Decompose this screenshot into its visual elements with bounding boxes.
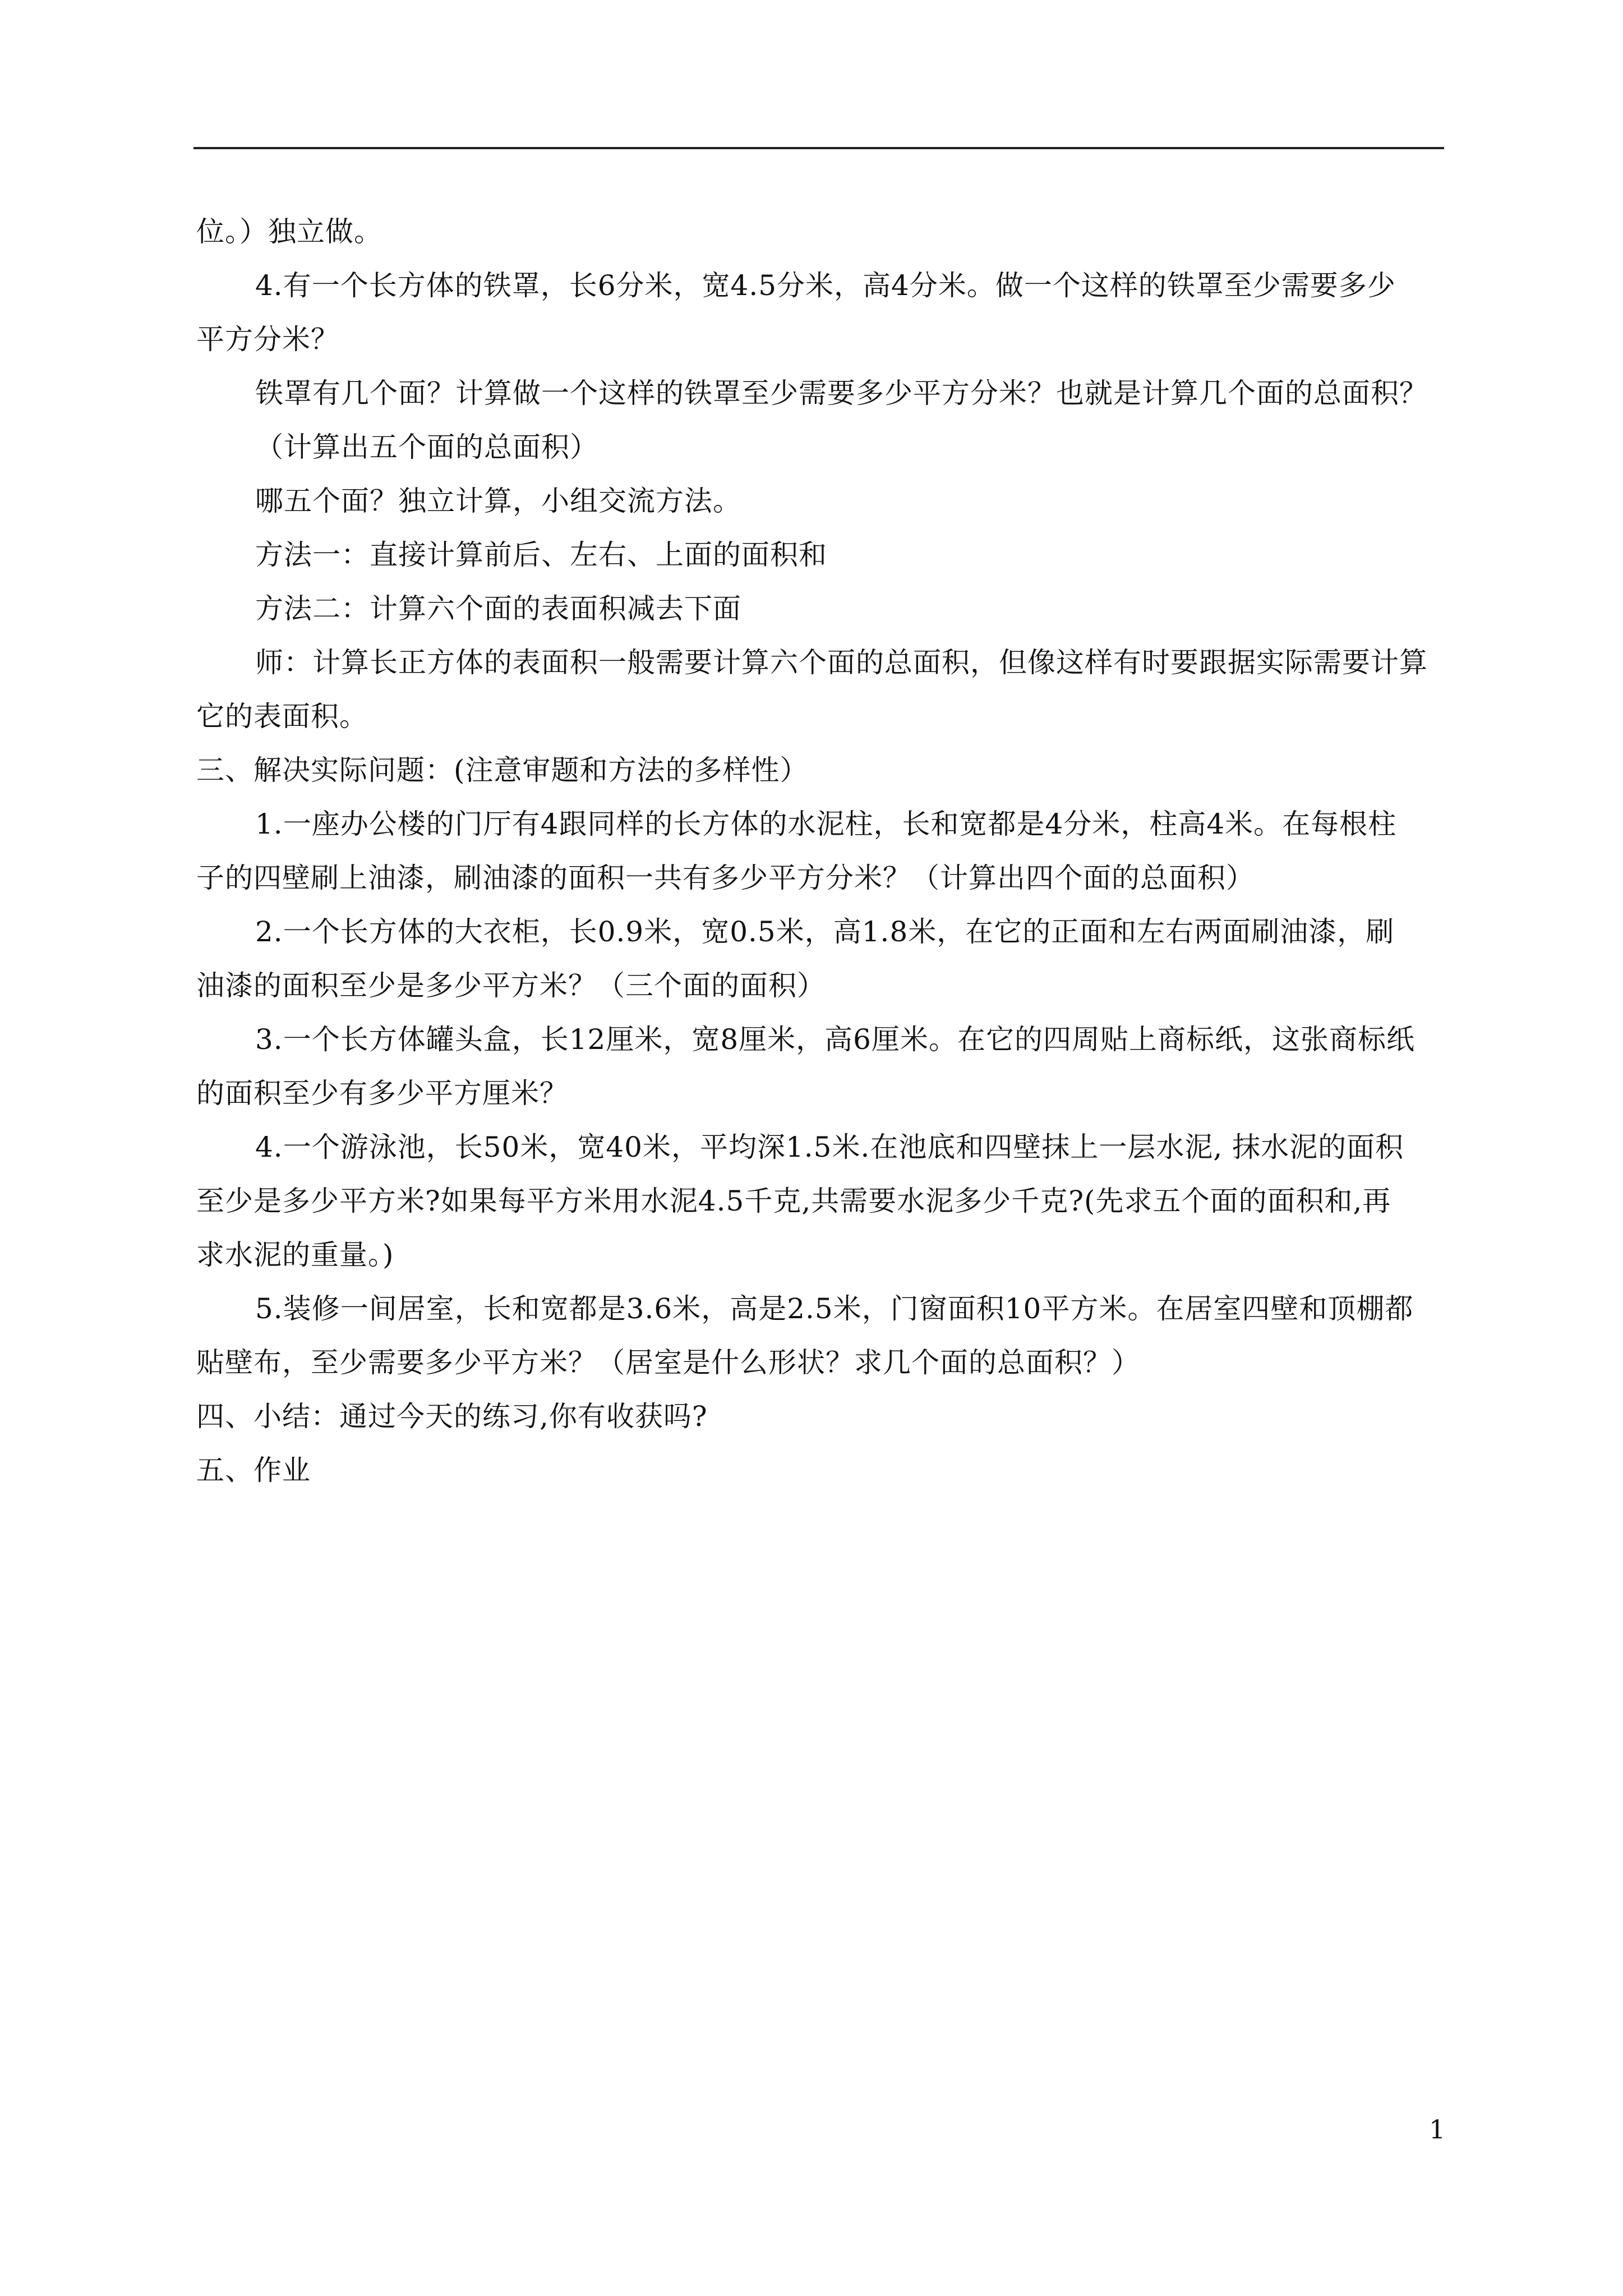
text-line: （计算出五个面的总面积） xyxy=(255,431,598,463)
text-line: 师：计算长正方体的表面积一般需要计算六个面的总面积，但像这样有时要跟据实际需要计算 xyxy=(255,646,1428,679)
text-line: 2.一个长方体的大衣柜，长0.9米，宽0.5米，高1.8米，在它的正面和左右两面刷油漆，刷 xyxy=(255,915,1395,948)
text-line: 的面积至少有多少平方厘米？ xyxy=(196,1077,568,1110)
text-line: 它的表面积。 xyxy=(196,700,368,733)
text-line: 至少是多少平方米?如果每平方米用水泥4.5千克,共需要水泥多少千克?(先求五个面的面积和,再 xyxy=(196,1185,1391,1217)
text-line: 油漆的面积至少是多少平方米？（三个面的面积） xyxy=(196,969,826,1002)
text-line: 求水泥的重量。) xyxy=(196,1239,394,1271)
text-line: 方法二：计算六个面的表面积减去下面 xyxy=(255,592,741,625)
text-line: 5.装修一间居室，长和宽都是3.6米，高是2.5米，门窗面积10平方米。在居室四壁和顶棚都 xyxy=(255,1292,1414,1325)
text-line: 子的四壁刷上油漆，刷油漆的面积一共有多少平方分米？（计算出四个面的总面积） xyxy=(196,862,1255,894)
text-line: 贴壁布，至少需要多少平方米？（居室是什么形状？求几个面的总面积？） xyxy=(196,1346,1140,1379)
document-body xyxy=(196,205,1441,1497)
text-line: 3.一个长方体罐头盒，长12厘米，宽8厘米，高6厘米。在它的四周贴上商标纸，这张商标纸 xyxy=(255,1023,1415,1056)
text-line: 铁罩有几个面？计算做一个这样的铁罩至少需要多少平方分米？也就是计算几个面的总面积？ xyxy=(255,377,1428,409)
text-line: 4.有一个长方体的铁罩，长6分米，宽4.5分米，高4分米。做一个这样的铁罩至少需要多少 xyxy=(255,269,1396,302)
text-line: 哪五个面？独立计算，小组交流方法。 xyxy=(255,485,741,517)
text-line: 方法一：直接计算前后、左右、上面的面积和 xyxy=(255,539,827,571)
text-line: 平方分米？ xyxy=(196,323,339,356)
section-heading: 三、解决实际问题：(注意审题和方法的多样性） xyxy=(196,754,809,786)
text-line: 位。）独立做。 xyxy=(196,215,382,248)
text-line: 4.一个游泳池，长50米，宽40米，平均深1.5米.在池底和四壁抹上一层水泥, 抹水泥的面积 xyxy=(255,1131,1404,1163)
page-number: 1 xyxy=(1429,2114,1446,2145)
header-rule xyxy=(193,147,1444,149)
text-line: 1.一座办公楼的门厅有4跟同样的长方体的水泥柱，长和宽都是4分米，柱高4米。在每根柱 xyxy=(255,808,1397,840)
section-heading: 四、小结：通过今天的练习,你有收获吗? xyxy=(196,1400,708,1433)
section-heading: 五、作业 xyxy=(196,1454,311,1487)
